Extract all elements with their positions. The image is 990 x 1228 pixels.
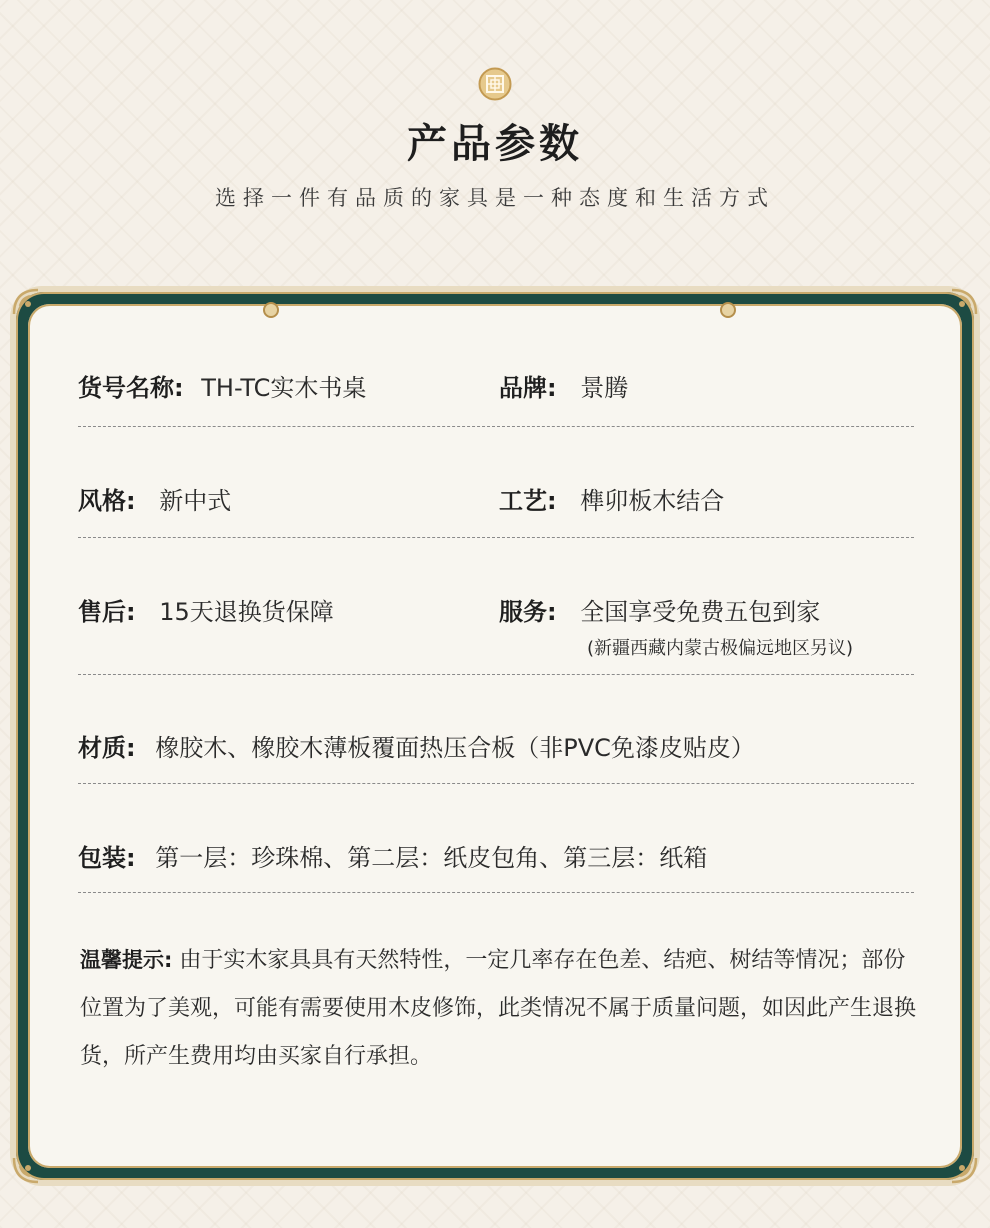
craft-value: 榫卯板木结合 — [580, 487, 725, 515]
tip-label: 温馨提示: — [80, 948, 173, 972]
craft-label: 工艺: — [499, 487, 557, 515]
service-value: 全国享受免费五包到家 — [580, 598, 821, 626]
gold-stud-icon — [720, 302, 736, 318]
corner-scroll-ornament-icon — [8, 284, 48, 324]
material-label: 材质: — [78, 734, 136, 762]
warm-tip — [80, 936, 920, 1081]
corner-scroll-ornament-icon — [942, 1148, 982, 1188]
dashed-divider — [78, 674, 914, 675]
style-label: 风格: — [78, 487, 136, 515]
tip-text: 由于实木家具具有天然特性，一定几率存在色差、结疤、树结等情况；部份位置为了美观，可能有需要使用木皮修饰，此类情况不属于质量问题，如因此产生退换货，所产生费用均由买家自行承担。 — [80, 948, 917, 1069]
corner-scroll-ornament-icon — [8, 1148, 48, 1188]
service-note: (新疆西藏内蒙古极偏远地区另议) — [587, 638, 854, 659]
brand-value: 景腾 — [580, 374, 629, 402]
style-value: 新中式 — [159, 487, 232, 515]
dashed-divider — [78, 783, 914, 784]
aftersale-value: 15天退换货保障 — [159, 598, 334, 626]
brand-label: 品牌: — [499, 374, 557, 402]
gold-stud-icon — [263, 302, 279, 318]
item-name-value: TH-TC实木书桌 — [201, 374, 367, 402]
page-subtitle: 选择一件有品质的家具是一种态度和生活方式 — [215, 186, 775, 210]
dashed-divider — [78, 892, 914, 893]
material-value: 橡胶木、橡胶木薄板覆面热压合板（非PVC免漆皮贴皮） — [155, 734, 755, 762]
packing-value: 第一层：珍珠棉、第二层：纸皮包角、第三层：纸箱 — [155, 844, 708, 872]
aftersale-label: 售后: — [78, 598, 136, 626]
item-name-label: 货号名称: — [78, 374, 184, 402]
dashed-divider — [78, 426, 914, 427]
corner-scroll-ornament-icon — [942, 284, 982, 324]
dashed-divider — [78, 537, 914, 538]
packing-label: 包装: — [78, 844, 136, 872]
service-label: 服务: — [499, 598, 557, 626]
ornament-logo-icon — [478, 67, 512, 101]
page-title: 产品参数 — [407, 121, 583, 167]
